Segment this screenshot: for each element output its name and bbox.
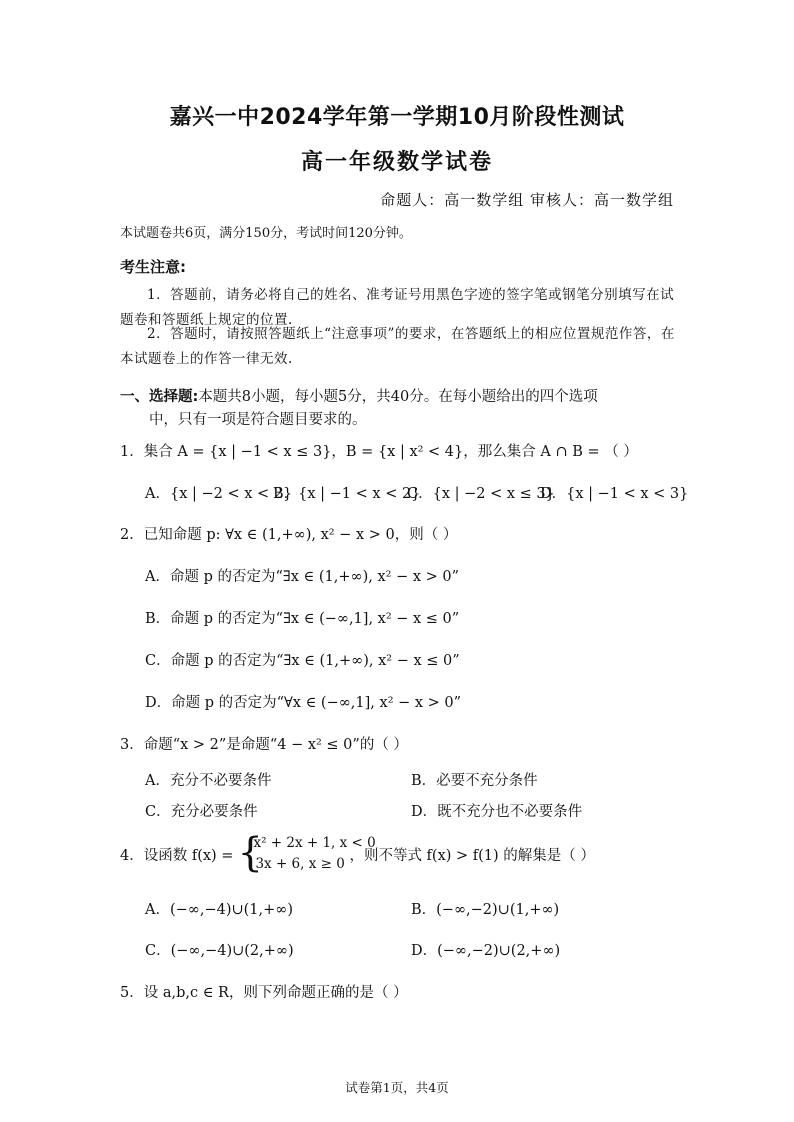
q1-option-a: A．{x | −2 < x < 2} — [145, 486, 293, 502]
q4-option-b: B．(−∞,−2)∪(1,+∞) — [411, 902, 560, 918]
left-brace-icon: { — [237, 830, 263, 876]
question-2-stem: 2．已知命题 p: ∀x ∈ (1,+∞), x² − x > 0，则（ ） — [120, 527, 458, 543]
notice-item-1: 1．答题前，请务必将自己的姓名、准考证号用黑色字迹的签字笔或钢笔分别填写在试题卷和答题纸上规定的位置. — [120, 287, 675, 328]
q2-option-d: D．命题 p 的否定为“∀x ∈ (−∞,1], x² − x > 0” — [145, 695, 462, 711]
q2-option-a: A．命题 p 的否定为“∃x ∈ (1,+∞), x² − x > 0” — [145, 569, 460, 585]
section-desc-line2: 中，只有一项是符合题目要求的。 — [149, 412, 367, 428]
piece-2: 3x + 6, x ≥ 0 — [255, 856, 345, 872]
q3-option-d: D．既不充分也不必要条件 — [411, 804, 583, 820]
piece-1: x² + 2x + 1, x < 0 — [253, 835, 376, 851]
notice-heading: 考生注意: — [120, 258, 186, 276]
q4-option-c: C．(−∞,−4)∪(2,+∞) — [145, 943, 294, 959]
notice-item-2: 2．答题时，请按照答题纸上“注意事项”的要求，在答题纸上的相应位置规范作答，在本试题卷上的作答一律无效. — [120, 326, 675, 367]
q2-option-b: B．命题 p 的否定为“∃x ∈ (−∞,1], x² − x ≤ 0” — [145, 611, 460, 627]
q4-stem-post: ，则不等式 f(x) > f(1) 的解集是（ ） — [349, 848, 595, 864]
q1-option-b: B．{x | −1 < x < 2} — [273, 486, 421, 502]
question-3-stem: 3．命题“x > 2”是命题“4 − x² ≤ 0”的（ ） — [120, 737, 408, 753]
exam-authors: 命题人：高一数学组 审核人：高一数学组 — [380, 191, 674, 209]
q1-option-c: C．{x | −2 < x ≤ 3} — [407, 486, 555, 502]
question-1-stem: 1．集合 A = {x | −1 < x ≤ 3}，B = {x | x² < 4}，那么集合 A ∩ B = （ ） — [120, 444, 638, 460]
q4-option-a: A．(−∞,−4)∪(1,+∞) — [145, 902, 294, 918]
section-choice-header — [120, 386, 680, 432]
section-label: 一、选择题: — [120, 389, 199, 405]
exam-title: 嘉兴一中2024学年第一学期10月阶段性测试 — [169, 105, 625, 130]
q4-option-d: D．(−∞,−2)∪(2,+∞) — [411, 943, 561, 959]
q1-option-d: D．{x | −1 < x < 3} — [540, 486, 689, 502]
question-4-stem — [120, 830, 595, 877]
q2-option-c: C．命题 p 的否定为“∃x ∈ (1,+∞), x² − x ≤ 0” — [145, 653, 460, 669]
piecewise-function — [237, 830, 376, 877]
q3-option-a: A．充分不必要条件 — [145, 773, 272, 789]
page-footer: 试卷第1页，共4页 — [345, 1080, 449, 1095]
q4-stem-pre: 4．设函数 f(x) = — [120, 848, 234, 864]
q3-option-b: B．必要不充分条件 — [411, 773, 538, 789]
section-desc-line1: 本题共8小题，每小题5分，共40分。在每小题给出的四个选项 — [198, 389, 598, 405]
exam-info: 本试题卷共6页，满分150分，考试时间120分钟。 — [120, 226, 412, 241]
question-5-stem: 5．设 a,b,c ∈ R，则下列命题正确的是（ ） — [120, 985, 408, 1001]
q3-option-c: C．充分必要条件 — [145, 804, 258, 820]
exam-subtitle: 高一年级数学试卷 — [300, 150, 493, 175]
